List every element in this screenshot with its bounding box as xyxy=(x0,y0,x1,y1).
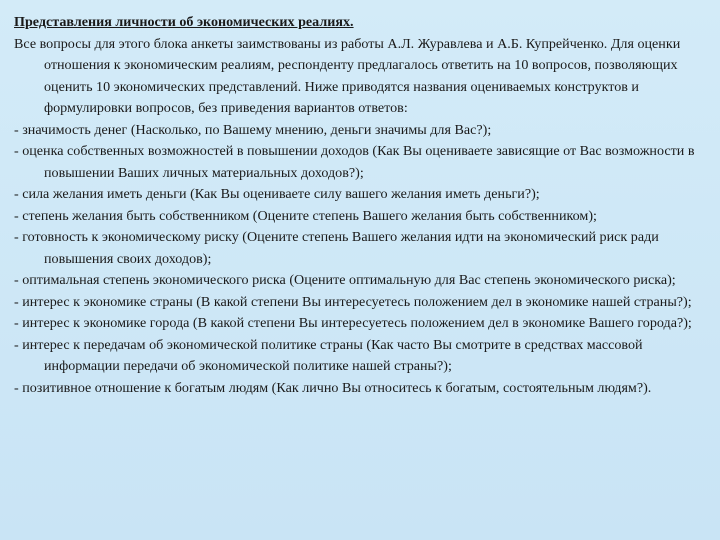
slide-title: Представления личности об экономических реалиях. xyxy=(14,14,354,30)
list-item-country-economy-interest: - интерес к экономике страны (В какой степени Вы интересуетесь положением дел в экономике нашей страны?); xyxy=(14,293,692,310)
list-item-economic-policy-programs: - интерес к передачам об экономической политике страны (Как часто Вы смотрите в средствах массовой информации передачи об экономической политике нашей страны?); xyxy=(14,336,643,374)
list-item-income-opportunities: - оценка собственных возможностей в повышении доходов (Как Вы оцениваете зависящие от Вас возможности в повышении Ваших личных материальных доходов?); xyxy=(14,143,695,181)
list-item-attitude-to-rich: - позитивное отношение к богатым людям (Как лично Вы относитесь к богатым, состоятельным людям?). xyxy=(14,379,652,396)
intro-paragraph: Все вопросы для этого блока анкеты заимствованы из работы А.Л. Журавлева и А.Б. Купрейченко. Для оценки отношения к экономическим реалиям, респонденту предлагалось ответить на 10 вопросов, позволяющих оценить 10 экономических представлений. Ниже приводятся названия оцениваемых конструктов и формулировки вопросов, без приведения вариантов ответов: xyxy=(14,35,681,116)
list-item-money-significance: - значимость денег (Насколько, по Вашему мнению, деньги значимы для Вас?); xyxy=(14,121,492,138)
list-item-optimal-risk: - оптимальная степень экономического риска (Оцените оптимальную для Вас степень экономического риска); xyxy=(14,272,676,288)
list-item-ownership-desire: - степень желания быть собственником (Оцените степень Вашего желания быть собственником); xyxy=(14,207,597,224)
list-item-desire-for-money: - сила желания иметь деньги (Как Вы оцениваете силу вашего желания иметь деньги?); xyxy=(14,186,540,202)
text-block xyxy=(14,12,709,399)
list-item-risk-readiness: - готовность к экономическому риску (Оцените степень Вашего желания идти на экономический риск ради повышения своих доходов); xyxy=(14,229,659,267)
list-item-city-economy-interest: - интерес к экономике города (В какой степени Вы интересуетесь положением дел в экономике Вашего города?); xyxy=(14,315,692,331)
